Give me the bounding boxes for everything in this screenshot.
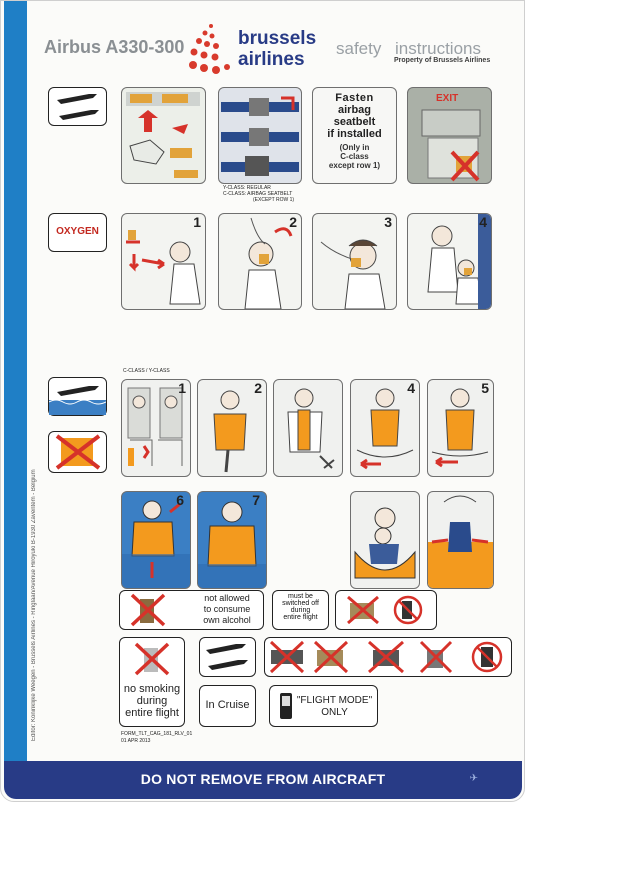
except-row-label: (EXCEPT ROW 1): [253, 197, 295, 203]
safety-heading: safety: [336, 39, 382, 58]
airbag-seatbelt-textpanel: [312, 87, 397, 184]
editor-side-text: Editor: Koninklijke Weegen - Brussels Airlines - Ringlaan/Avenue Hiroyuki B-1930 Zaventem - Belgium: [31, 469, 37, 741]
oxygen-step-2: [218, 213, 302, 310]
yclass-regular-label: Y-CLASS: REGULAR: [223, 185, 271, 191]
takeoff-landing-icon: [199, 637, 256, 677]
alcohol-line3: own alcohol: [203, 615, 251, 625]
c-class-text: C-class: [340, 152, 369, 161]
oxygen-label: OXYGEN: [56, 226, 99, 237]
step-number: 7: [252, 492, 260, 508]
if-installed-text: if installed: [327, 128, 382, 140]
vest-step-4: [350, 379, 420, 477]
cclass-airbag-label: C-CLASS: AIRBAG SEATBELT: [223, 191, 293, 197]
no-alcohol-box: [119, 590, 264, 630]
only-label: ONLY: [321, 707, 348, 718]
smoking-line2: during: [136, 695, 168, 707]
switched-line2: switched off: [282, 600, 319, 607]
oxygen-step-3: [312, 213, 397, 310]
airplane-small-icon: ✈: [469, 773, 478, 784]
vest-step-7: [197, 491, 267, 589]
oxygen-label-box: [48, 213, 107, 252]
oxygen-step-4: [407, 213, 492, 310]
seatbelt-text: seatbelt: [333, 116, 376, 128]
class-label: C-CLASS / Y-CLASS: [123, 368, 170, 374]
smoking-line3: entire flight: [125, 707, 179, 719]
exit-panel: [407, 87, 492, 184]
no-handheld-icon: [421, 642, 451, 672]
vest-step-5: [427, 379, 494, 477]
switched-line3: during: [290, 607, 311, 614]
exit-sign: EXIT: [436, 93, 459, 104]
no-mobile-phone-icon: [473, 643, 501, 671]
except-row1-text: except row 1): [328, 161, 381, 170]
aircraft-title: Airbus A330-300: [44, 37, 185, 57]
form-number: FORM_TLT_CAG_181_RLV_01: [121, 731, 193, 737]
form-date: 01 APR 2013: [121, 738, 151, 744]
vest-step-3: [273, 379, 343, 477]
property-note: Property of Brussels Airlines: [394, 57, 491, 64]
oxygen-step-1: [121, 213, 206, 310]
no-dvd-player-icon: [271, 642, 303, 672]
switched-off-box: [272, 590, 329, 630]
flight-mode-box: [269, 685, 378, 727]
infant-vest-panel: [427, 491, 494, 589]
vest-step-2: [197, 379, 267, 477]
baggage-stowage-panel: [121, 87, 206, 184]
vest-step-6: [121, 491, 191, 589]
fasten-text: Fasten: [335, 92, 374, 104]
no-laptop-icon: [315, 642, 347, 672]
switched-line4: entire flight: [283, 614, 318, 621]
child-vest-panel: [350, 491, 420, 589]
no-electronics-box: [264, 637, 512, 677]
footer-bar: [4, 761, 522, 799]
step-number: 2: [254, 380, 262, 396]
footer-warning: DO NOT REMOVE FROM AIRCRAFT: [140, 771, 386, 787]
step-number: 6: [176, 492, 184, 508]
no-devices-box: [335, 590, 437, 630]
step-number: 1: [178, 380, 186, 396]
airbag-text: airbag: [337, 104, 371, 116]
ditching-airplane-icon: [48, 377, 107, 416]
step-number: 4: [479, 214, 487, 230]
alcohol-line1: not allowed: [204, 593, 250, 603]
no-smoking-icon: [120, 638, 184, 678]
step-number: 2: [289, 214, 297, 230]
no-smoking-box: [119, 637, 185, 727]
in-cruise-label: In Cruise: [205, 699, 250, 711]
switched-line1: must be: [288, 593, 313, 600]
airplane-takeoff-icon: [48, 87, 107, 126]
flight-mode-label: "FLIGHT MODE": [296, 695, 373, 706]
brussels-airlines-logo-icon: [185, 23, 235, 79]
no-phone-icon: [395, 597, 421, 623]
brand-name-line1: brussels: [238, 28, 317, 49]
only-in-text: (Only in: [339, 143, 370, 152]
vest-step-1: [121, 379, 191, 477]
step-number: 1: [193, 214, 201, 230]
smoking-line1: no smoking: [123, 683, 181, 695]
step-number: 3: [384, 214, 392, 230]
step-number: 4: [407, 380, 415, 396]
no-alcohol-icon: [128, 593, 168, 627]
step-number: 5: [481, 380, 489, 396]
in-cruise-box: [199, 685, 256, 727]
seatbelt-diagram-panel: [218, 87, 302, 184]
no-camera-icon: [369, 642, 403, 672]
no-laptop-icon: [348, 597, 378, 623]
brand-name-line2: airlines: [238, 49, 305, 70]
left-blue-bar: [4, 1, 27, 761]
no-inflate-inside-icon: [48, 431, 107, 473]
instructions-heading: instructions: [395, 39, 481, 58]
alcohol-line2: to consume: [203, 604, 251, 614]
